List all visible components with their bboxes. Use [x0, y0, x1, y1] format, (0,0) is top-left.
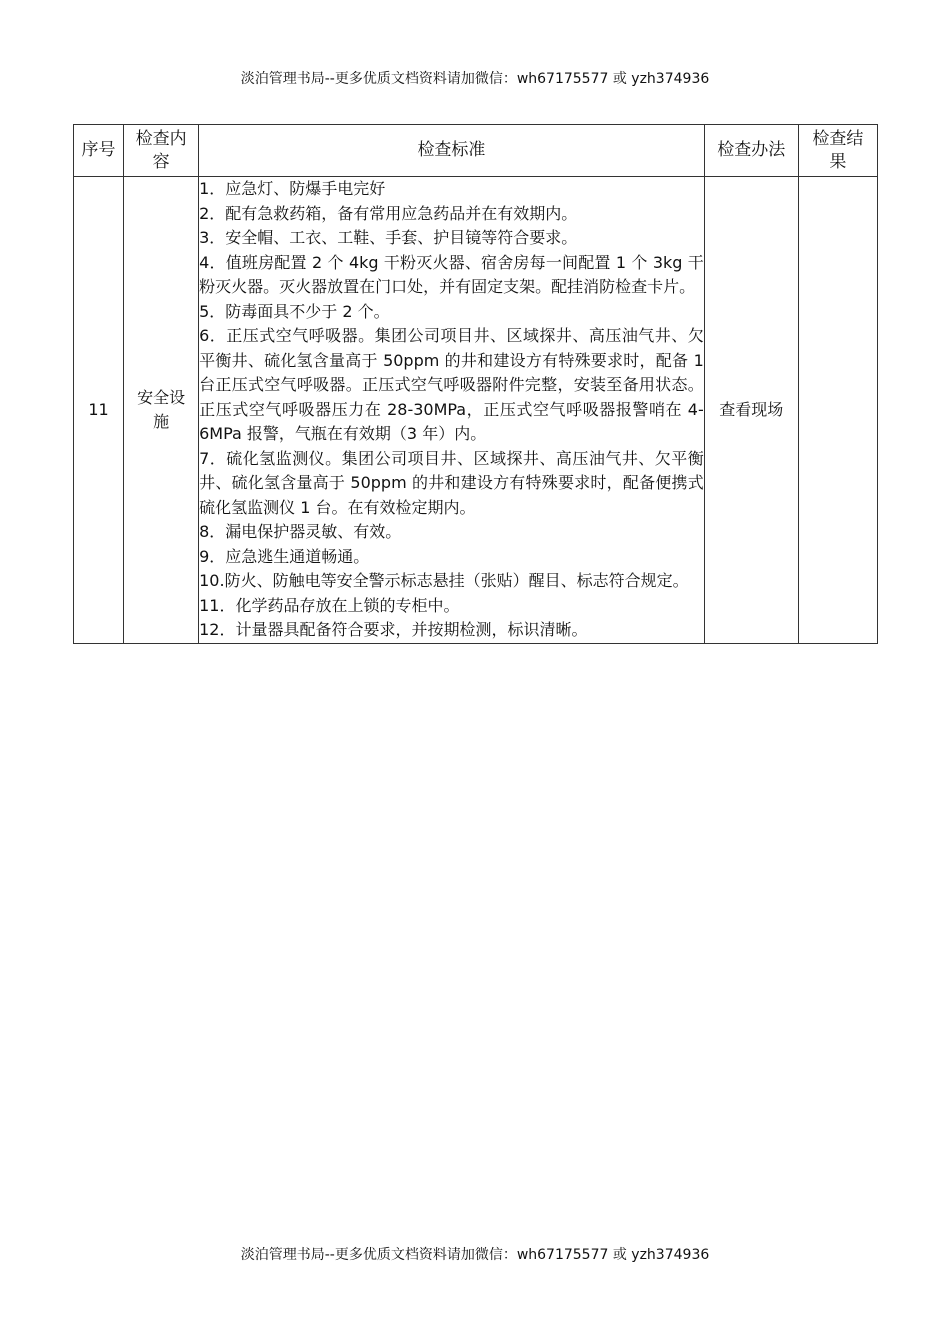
page-footer: 淡泊管理书局--更多优质文档资料请加微信：wh67175577 或 yzh374936	[240, 1247, 710, 1263]
cell-result	[798, 177, 877, 644]
standard-item-6: 6．正压式空气呼吸器。集团公司项目井、区域探井、高压油气井、欠平衡井、硫化氢含量高于 50ppm 的井和建设方有特殊要求时，配备 1 台正压式空气呼吸器。正压式空气呼吸器附件完整，安装至备用状态。正压式空气呼吸器压力在 28-30MPa，正压式空气呼吸器报警哨在 4-6MPa 报警，气瓶在有效期（3 年）内。	[199, 326, 704, 443]
standard-item-4: 4．值班房配置 2 个 4kg 干粉灭火器、宿舍房每一间配置 1 个 3kg 干粉灭火器。灭火器放置在门口处，并有固定支架。配挂消防检查卡片。	[199, 252, 704, 296]
standard-item-10: 10.防火、防触电等安全警示标志悬挂（张贴）醒目、标志符合规定。	[199, 571, 689, 590]
table-header-row	[74, 125, 878, 177]
header-content: 检查内容	[124, 125, 199, 177]
standard-item-12: 12．计量器具配备符合要求，并按期检测，标识清晰。	[199, 620, 588, 639]
cell-standards	[199, 177, 705, 644]
cell-method: 查看现场	[704, 177, 798, 644]
header-standard: 检查标准	[199, 125, 705, 177]
standard-item-5: 5．防毒面具不少于 2 个。	[199, 301, 390, 321]
standard-item-7: 7．硫化氢监测仪。集团公司项目井、区域探井、高压油气井、欠平衡井、硫化氢含量高于 50ppm 的井和建设方有特殊要求时，配备便携式硫化氢监测仪 1 台。在有效检定期内。	[199, 448, 704, 517]
page-header: 淡泊管理书局--更多优质文档资料请加微信：wh67175577 或 yzh374936	[240, 71, 710, 87]
header-result: 检查结果	[798, 125, 877, 177]
cell-content: 安全设施	[124, 177, 199, 644]
standard-item-2: 2．配有急救药箱，备有常用应急药品并在有效期内。	[199, 203, 578, 223]
inspection-table	[73, 124, 878, 644]
header-method: 检查办法	[704, 125, 798, 177]
cell-seq: 11	[74, 177, 124, 644]
standard-item-9: 9．应急逃生通道畅通。	[199, 546, 370, 566]
header-seq: 序号	[74, 125, 124, 177]
standard-item-8: 8．漏电保护器灵敏、有效。	[199, 522, 402, 541]
standard-item-3: 3．安全帽、工衣、工鞋、手套、护目镜等符合要求。	[199, 228, 578, 247]
table-row	[74, 177, 878, 644]
standard-item-11: 11．化学药品存放在上锁的专柜中。	[199, 595, 460, 615]
standard-item-1: 1．应急灯、防爆手电完好	[199, 179, 386, 198]
